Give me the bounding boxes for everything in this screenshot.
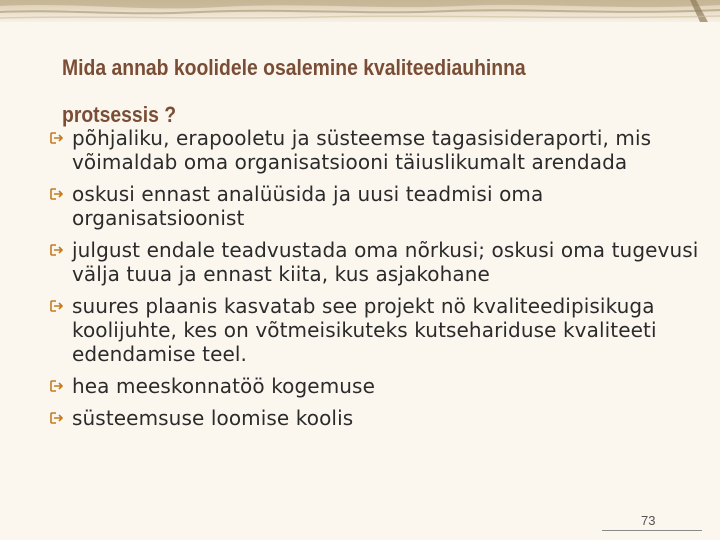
bullet-text: hea meeskonnatöö kogemuse <box>72 374 375 398</box>
arrow-right-icon <box>50 131 64 145</box>
bullet-item <box>50 406 700 430</box>
bullet-text: oskusi ennast analüüsida ja uusi teadmisi oma organisatsioonist <box>72 182 544 230</box>
page-number-rule <box>602 530 702 531</box>
arrow-right-icon <box>50 379 64 393</box>
bullet-list <box>50 126 700 438</box>
arrow-right-icon <box>50 187 64 201</box>
brush-stroke-decoration <box>0 0 720 22</box>
bullet-item <box>50 238 700 286</box>
bullet-text: julgust endale teadvustada oma nõrkusi; oskusi oma tugevusi välja tuua ja ennast kiita, kus asjakohane <box>72 238 699 286</box>
arrow-right-icon <box>50 411 64 425</box>
arrow-right-icon <box>50 299 64 313</box>
arrow-right-icon <box>50 243 64 257</box>
slide-title: Mida annab koolidele osalemine kvaliteediauhinna protsessis ? <box>62 55 526 127</box>
bullet-item <box>50 126 700 174</box>
bullet-text: põhjaliku, erapooletu ja süsteemse tagasisideraporti, mis võimaldab oma organisatsiooni täiuslikumalt arendada <box>72 126 652 174</box>
bullet-text: süsteemsuse loomise koolis <box>72 406 354 430</box>
page-number: 73 <box>641 513 656 528</box>
bullet-text: suures plaanis kasvatab see projekt nö kvaliteedipisikuga koolijuhte, kes on võtmeisikuteks kutsehariduse kvaliteeti edendamise teel. <box>72 294 657 366</box>
bullet-item <box>50 374 700 398</box>
bullet-item <box>50 182 700 230</box>
decorative-banner <box>0 0 720 22</box>
bullet-item <box>50 294 700 366</box>
